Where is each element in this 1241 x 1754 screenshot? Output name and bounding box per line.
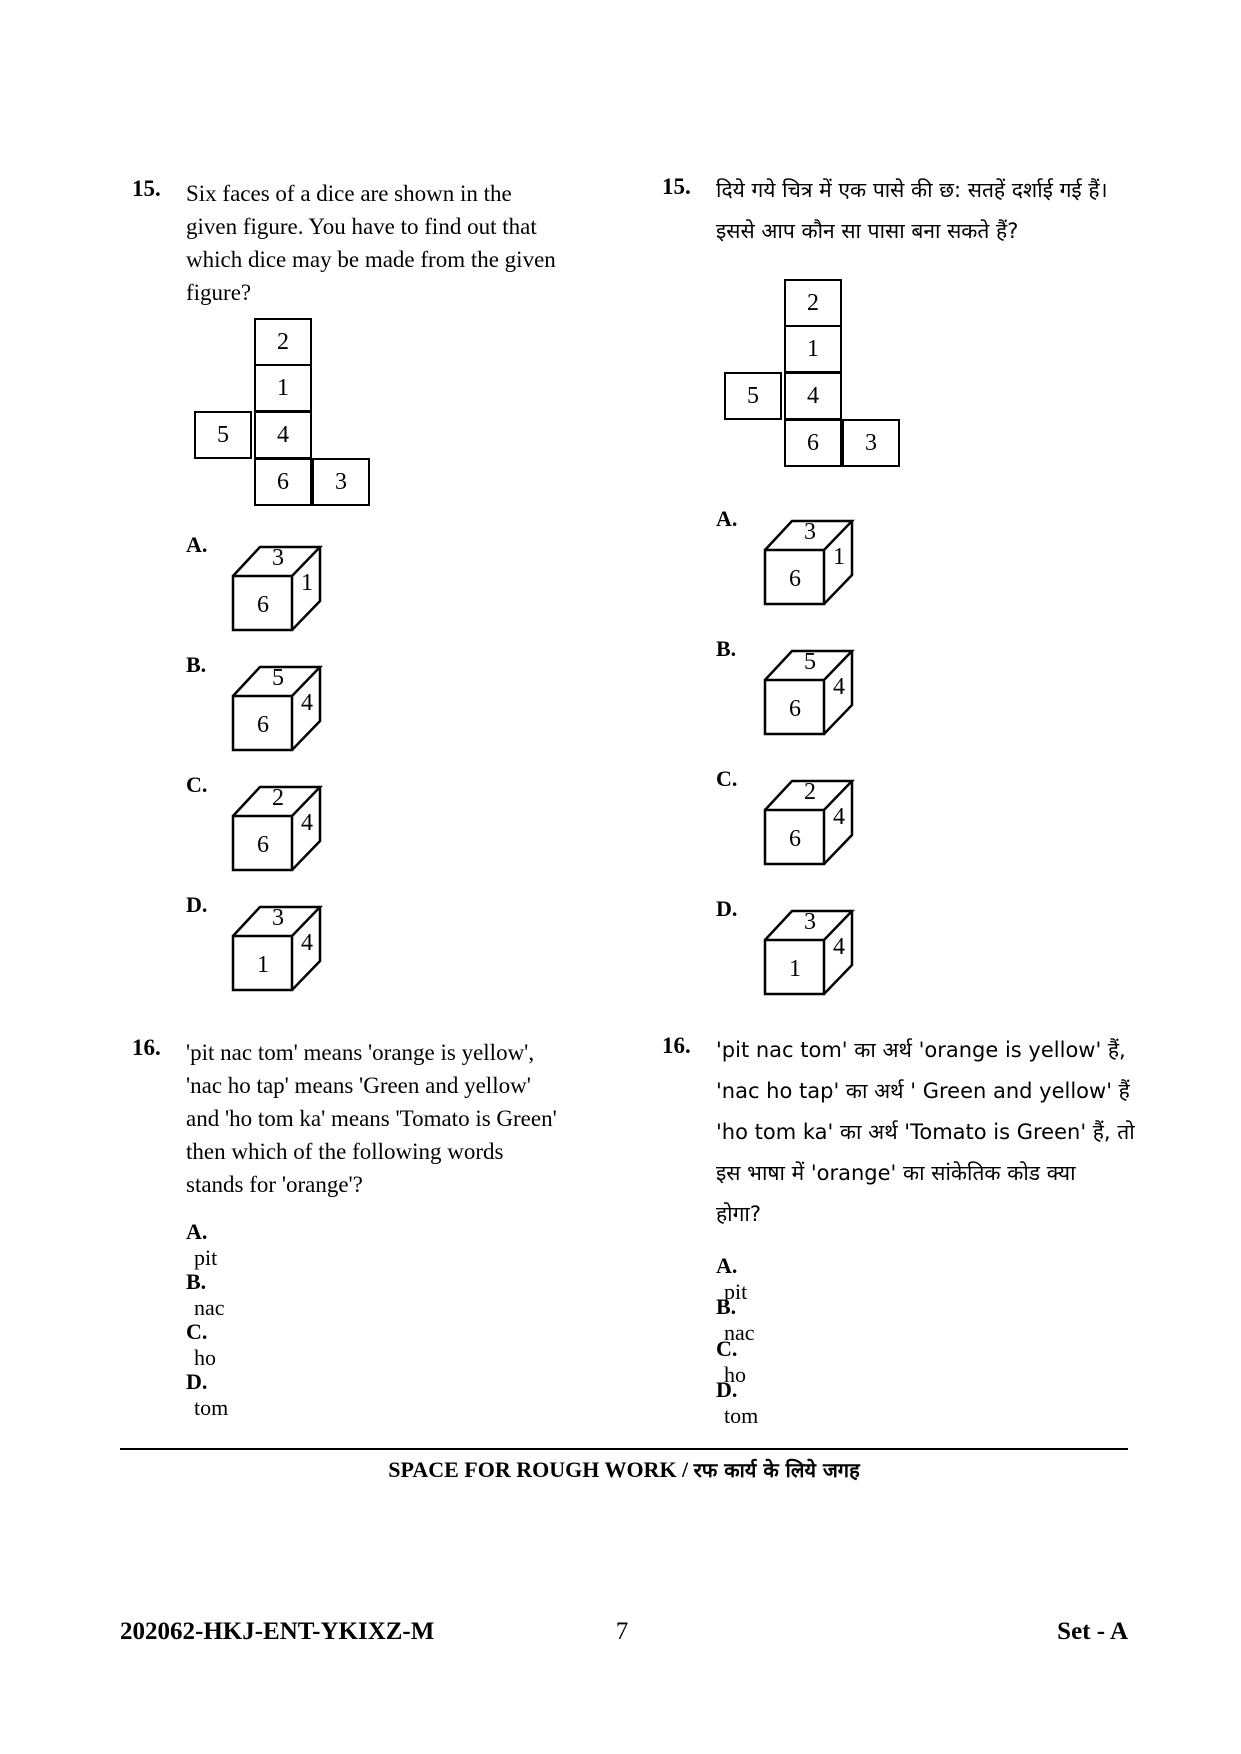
dice-front-face: 6 [257,592,269,618]
left-q16-line: stands for 'orange'? [186,1172,363,1197]
net-face: 1 [784,325,842,373]
left-q16-option-b [186,1269,225,1321]
left-q16-option-c [186,1319,216,1371]
right-q15-option-b-label: B. [716,636,737,661]
footer-set: Set - A [1057,1618,1128,1645]
net-face: 2 [784,279,842,327]
footer-page-number: 7 [615,1618,629,1645]
option-text: ho [194,1345,216,1370]
dice-front-face: 6 [257,832,269,858]
net-face: 5 [724,372,782,420]
left-q16-line: 'pit nac tom' means 'orange is yellow', [186,1040,535,1065]
right-q16-line: होगा? [716,1202,761,1226]
left-q15-line: given figure. You have to find out that [186,214,537,239]
left-option-d-dice [230,892,330,992]
left-q15-number: 15. [132,176,161,201]
net-face: 6 [254,458,312,506]
rough-work-en: SPACE FOR ROUGH WORK / [388,1457,689,1482]
left-q15-line: Six faces of a dice are shown in the [186,181,512,206]
left-q16-line: then which of the following words [186,1139,504,1164]
dice-top-face: 3 [804,519,816,545]
dice-side-face: 4 [301,930,313,956]
option-label: A. [716,1253,738,1278]
right-option-b-dice [762,636,862,736]
net-face: 3 [312,458,370,506]
left-q16-text [186,1036,606,1201]
right-q15-option-c-label: C. [716,766,738,791]
option-text: nac [724,1320,755,1345]
left-q16-line: 'nac ho tap' means 'Green and yellow' [186,1073,531,1098]
right-q15-line: दिये गये चित्र में एक पासे की छ: सतहें दर्शाई गई हैं। [716,178,1108,202]
option-label: B. [186,1269,207,1294]
left-q15-option-d-label: D. [186,892,208,917]
rough-work-divider [120,1448,1128,1450]
right-q16-number: 16. [662,1033,691,1058]
dice-top-face: 2 [804,779,816,805]
dice-side-face: 4 [833,804,845,830]
left-q15-text [186,177,606,309]
left-q15-option-a-label: A. [186,532,208,557]
right-q16-line: 'ho tom ka' का अर्थ 'Tomato is Green' हैं, तो [716,1120,1135,1144]
right-q16-line: 'nac ho tap' का अर्थ ' Green and yellow' हैं [716,1079,1130,1103]
option-text: nac [194,1295,225,1320]
dice-top-face: 3 [272,905,284,931]
dice-side-face: 4 [833,674,845,700]
option-label: D. [186,1369,208,1394]
left-q15-option-b-label: B. [186,652,207,677]
option-label: C. [186,1319,208,1344]
dice-top-face: 3 [804,909,816,935]
dice-front-face: 1 [257,952,269,978]
dice-top-face: 2 [272,785,284,811]
dice-side-face: 1 [301,570,313,596]
option-text: ho [724,1362,746,1387]
option-label: A. [186,1219,208,1244]
left-q16-line: and 'ho tom ka' means 'Tomato is Green' [186,1106,557,1131]
left-option-a-dice [230,532,330,632]
left-q15-line: figure? [186,280,252,305]
left-option-b-dice [230,652,330,752]
left-q15-option-c-label: C. [186,772,208,797]
dice-front-face: 6 [257,712,269,738]
right-q15-text [716,170,1146,252]
right-option-a-dice [762,506,862,606]
net-face: 3 [842,419,900,467]
right-option-c-dice [762,766,862,866]
footer-booklet-code: 202062-HKJ-ENT-YKIXZ-M [120,1618,435,1645]
net-face: 6 [784,419,842,467]
dice-side-face: 4 [833,934,845,960]
right-q15-option-a-label: A. [716,506,738,531]
dice-front-face: 6 [789,826,801,852]
right-q16-text [716,1030,1146,1235]
left-option-c-dice [230,772,330,872]
left-q16-option-d [186,1369,228,1421]
rough-work-heading [120,1456,1128,1483]
net-face: 2 [254,318,312,366]
dice-top-face: 3 [272,545,284,571]
left-q15-line: which dice may be made from the given [186,247,556,272]
net-face: 5 [194,411,252,459]
right-q16-line: इस भाषा में 'orange' का सांकेतिक कोड क्या [716,1161,1076,1185]
dice-side-face: 4 [301,810,313,836]
dice-front-face: 1 [789,956,801,982]
option-label: B. [716,1294,737,1319]
dice-top-face: 5 [272,665,284,691]
right-q16-option-d [716,1377,758,1429]
net-face: 4 [784,372,842,420]
right-q15-option-d-label: D. [716,896,738,921]
dice-front-face: 6 [789,566,801,592]
option-text: tom [724,1403,759,1428]
dice-side-face: 4 [301,690,313,716]
right-q16-line: 'pit nac tom' का अर्थ 'orange is yellow' हैं, [716,1038,1126,1062]
dice-top-face: 5 [804,649,816,675]
option-text: tom [194,1395,229,1420]
rough-work-hi: रफ कार्य के लिये जगह [693,1458,860,1482]
dice-front-face: 6 [789,696,801,722]
net-face: 4 [254,411,312,459]
left-q16-number: 16. [132,1035,161,1060]
option-text: pit [194,1245,218,1270]
net-face: 1 [254,364,312,412]
option-text: pit [724,1279,748,1304]
option-label: C. [716,1336,738,1361]
right-q15-number: 15. [662,174,691,199]
dice-side-face: 1 [833,544,845,570]
right-q15-line: इससे आप कौन सा पासा बना सकते हैं? [716,219,1019,243]
right-option-d-dice [762,896,862,996]
left-q16-option-a [186,1219,217,1271]
option-label: D. [716,1377,738,1402]
